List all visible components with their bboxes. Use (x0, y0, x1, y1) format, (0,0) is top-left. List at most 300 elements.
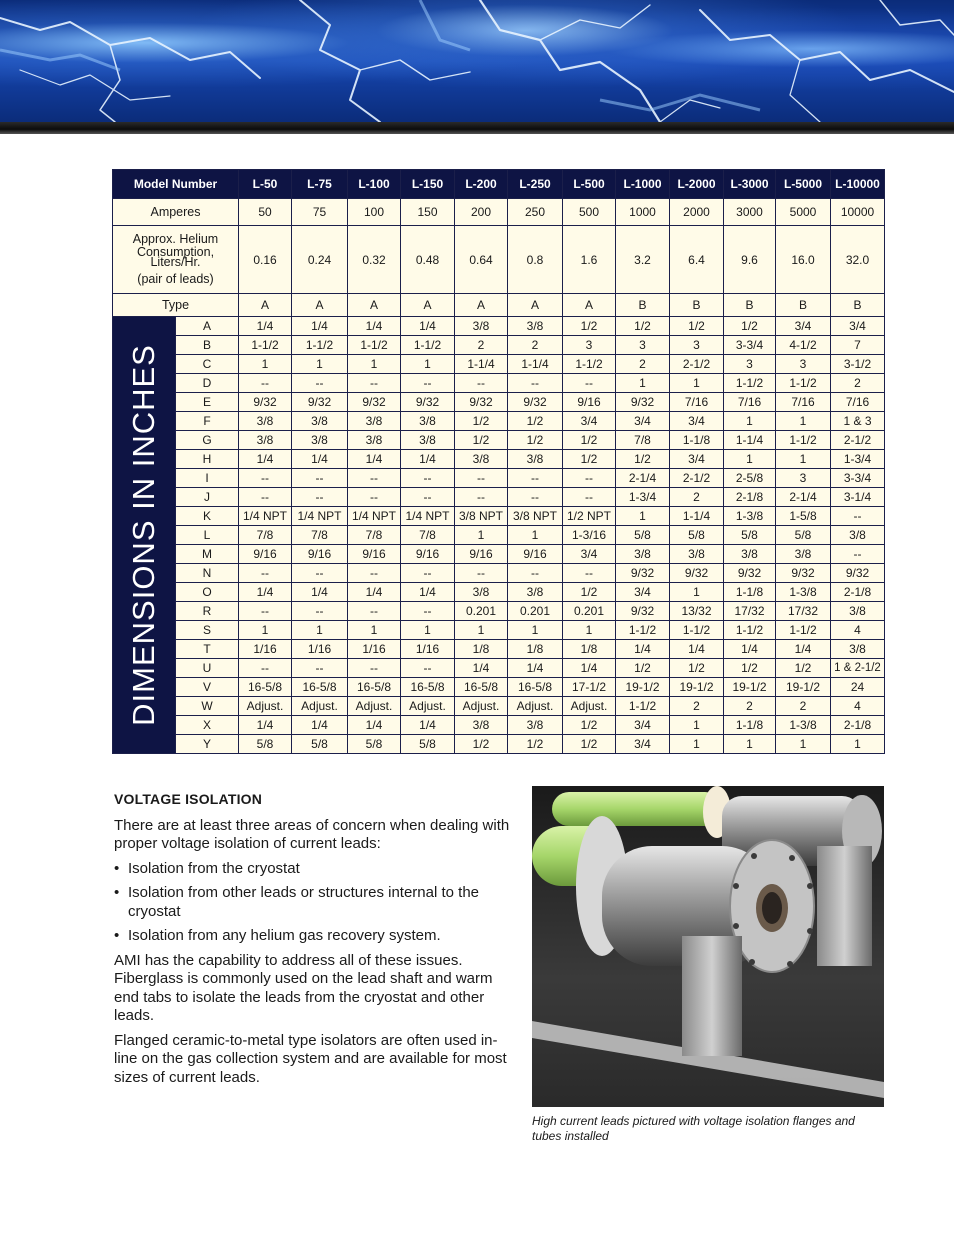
dimension-value: 1-1/8 (724, 716, 776, 735)
dimension-value: 3 (724, 355, 776, 374)
dimension-row (113, 469, 885, 488)
dimension-value: 1-1/2 (616, 621, 670, 640)
dimension-value: 1/8 (455, 640, 508, 659)
dimension-value: 3/4 (776, 317, 831, 336)
dimension-value: -- (563, 469, 616, 488)
dimension-value: -- (348, 469, 401, 488)
dimension-value: -- (292, 659, 348, 678)
dimension-letter: W (176, 697, 239, 716)
dimension-value: 2 (508, 336, 563, 355)
dimension-value: 16-5/8 (348, 678, 401, 697)
dimension-value: 16-5/8 (239, 678, 292, 697)
dimension-value: -- (401, 602, 455, 621)
dimension-value: 1/4 (292, 583, 348, 602)
dimension-value: 1 (508, 526, 563, 545)
dimension-value: 16-5/8 (455, 678, 508, 697)
dimension-value: 3/8 (455, 450, 508, 469)
dimension-value: 1/2 (563, 317, 616, 336)
dimension-value: 1/4 (724, 640, 776, 659)
dimension-value: 1/2 (563, 431, 616, 450)
dimension-letter: G (176, 431, 239, 450)
amperes-cell: 75 (292, 199, 348, 226)
dimension-value: 1-1/2 (724, 621, 776, 640)
dimension-value: 9/32 (292, 393, 348, 412)
dimension-value: 9/16 (401, 545, 455, 564)
dimension-value: 9/32 (348, 393, 401, 412)
dimension-value: Adjust. (348, 697, 401, 716)
dimension-value: -- (455, 488, 508, 507)
dimension-value: 1/4 (239, 317, 292, 336)
dimension-value: 1-1/8 (724, 583, 776, 602)
model-header-cell: L-150 (401, 170, 455, 199)
type-label: Type (113, 294, 239, 317)
dimension-value: 3/8 (831, 602, 885, 621)
dimension-value: 16-5/8 (508, 678, 563, 697)
dimension-value: -- (455, 564, 508, 583)
dimension-value: 1 (401, 621, 455, 640)
voltage-isolation-section (114, 790, 514, 1093)
dimension-value: 1 (616, 374, 670, 393)
helium-consumption-cell: 0.16 (239, 226, 292, 294)
dimension-value: 1/2 (455, 412, 508, 431)
dimension-value: 3/8 (508, 583, 563, 602)
dimension-value: 1/8 (508, 640, 563, 659)
dimension-value: 1-3/8 (776, 583, 831, 602)
dimension-value: 1/2 (616, 659, 670, 678)
dimension-value: 2 (831, 374, 885, 393)
dimension-value: 1/4 (239, 716, 292, 735)
dimensions-side-label-text: DIMENSIONS IN INCHES (126, 344, 161, 726)
bullet-icon: • (114, 927, 120, 944)
dimension-value: 1-1/2 (616, 697, 670, 716)
dimension-value: 17/32 (724, 602, 776, 621)
voltage-isolation-intro: There are at least three areas of concern when dealing with proper voltage isolation of current leads: (114, 816, 510, 852)
bullet-text: Isolation from the cryostat (128, 859, 300, 877)
dimension-row (113, 735, 885, 754)
dimension-value: 2 (455, 336, 508, 355)
helium-consumption-cell: 0.32 (348, 226, 401, 294)
dimension-value: 1/2 (616, 450, 670, 469)
photo-caption: High current leads pictured with voltage isolation flanges and tubes installed (532, 1114, 855, 1143)
dimension-row (113, 659, 885, 678)
dimension-value: Adjust. (563, 697, 616, 716)
dimension-value: 1/16 (292, 640, 348, 659)
dimension-value: 1/2 (724, 317, 776, 336)
dimension-letter: S (176, 621, 239, 640)
dimension-value: Adjust. (239, 697, 292, 716)
dimension-value: 2 (670, 697, 724, 716)
type-cell: B (776, 294, 831, 317)
dimension-value: 1/2 (776, 659, 831, 678)
dimension-value: 3/4 (616, 735, 670, 754)
dimension-value: Adjust. (508, 697, 563, 716)
dimension-row (113, 336, 885, 355)
dimension-value: -- (455, 469, 508, 488)
dimension-row (113, 412, 885, 431)
dimension-value: 1/2 (670, 659, 724, 678)
dimension-value: 1 (563, 621, 616, 640)
dimension-value: 1 & 3 (831, 412, 885, 431)
dimension-value: 9/32 (455, 393, 508, 412)
dimension-value: -- (401, 469, 455, 488)
dimension-value: 1-1/2 (239, 336, 292, 355)
dimension-value: 1/4 (508, 659, 563, 678)
dimension-value: 3/8 (455, 317, 508, 336)
dimension-value: 3/8 (616, 545, 670, 564)
dimension-value: 3/8 (508, 317, 563, 336)
dimension-row (113, 374, 885, 393)
dimension-value: 7/8 (401, 526, 455, 545)
dimension-value: 9/32 (239, 393, 292, 412)
dimension-value: -- (292, 564, 348, 583)
dimension-value: 16-5/8 (292, 678, 348, 697)
dimension-value: 3 (616, 336, 670, 355)
dimension-value: 3/8 (455, 716, 508, 735)
model-number-label: Model Number (113, 170, 239, 199)
dimension-value: 3/8 NPT (508, 507, 563, 526)
dimension-value: 1 (348, 621, 401, 640)
dimension-value: 3 (776, 469, 831, 488)
dimension-value: 1 (776, 735, 831, 754)
dimension-value: -- (292, 374, 348, 393)
dimension-value: 1-3/8 (724, 507, 776, 526)
dimension-value: 2 (776, 697, 831, 716)
type-cell: B (724, 294, 776, 317)
helium-consumption-label (113, 226, 239, 294)
helium-label-line: (pair of leads) (137, 272, 214, 286)
dimension-value: 1 (724, 412, 776, 431)
dimension-row (113, 640, 885, 659)
amperes-cell: 100 (348, 199, 401, 226)
dimension-value: 3/8 (455, 583, 508, 602)
dimension-value: 9/32 (670, 564, 724, 583)
amperes-label: Amperes (113, 199, 239, 226)
dimension-row (113, 488, 885, 507)
dimension-value: 1 (776, 412, 831, 431)
dimension-value: 1/4 (563, 659, 616, 678)
dimension-value: 1/16 (239, 640, 292, 659)
dimension-value: 3/8 (348, 412, 401, 431)
dimension-value: 3/8 (508, 716, 563, 735)
amperes-cell: 150 (401, 199, 455, 226)
dimension-value: 16-5/8 (401, 678, 455, 697)
dimension-value: Adjust. (401, 697, 455, 716)
dimension-value: 1-3/16 (563, 526, 616, 545)
dimension-value: 2-1/2 (670, 355, 724, 374)
dimension-value: 9/32 (616, 393, 670, 412)
dimension-value: 2-5/8 (724, 469, 776, 488)
type-cell: A (292, 294, 348, 317)
dimension-value: -- (239, 469, 292, 488)
dimension-value: -- (292, 469, 348, 488)
dimension-value: 3 (670, 336, 724, 355)
dimension-value: 3/8 NPT (455, 507, 508, 526)
dimension-value: 1/2 NPT (563, 507, 616, 526)
dimension-letter: X (176, 716, 239, 735)
voltage-isolation-heading: VOLTAGE ISOLATION (114, 791, 263, 807)
dimension-value: 1/2 (563, 450, 616, 469)
dimension-value: 1/4 (401, 716, 455, 735)
dimension-value: 1/4 NPT (292, 507, 348, 526)
dimensions-side-label (113, 317, 176, 754)
dimension-value: 5/8 (239, 735, 292, 754)
dimension-value: 3-3/4 (831, 469, 885, 488)
dimension-value: 9/16 (508, 545, 563, 564)
dimension-value: 9/16 (292, 545, 348, 564)
amperes-row (113, 199, 885, 226)
model-header-cell: L-5000 (776, 170, 831, 199)
dimension-letter: K (176, 507, 239, 526)
dimension-value: 0.201 (455, 602, 508, 621)
dimension-value: 3-3/4 (724, 336, 776, 355)
current-leads-illustration (532, 786, 884, 1107)
dimension-value: 5/8 (348, 735, 401, 754)
model-header-cell: L-500 (563, 170, 616, 199)
dimension-value: 3/8 (401, 431, 455, 450)
dimension-value: 1 (292, 621, 348, 640)
specification-table (112, 169, 885, 754)
bullet-text: Isolation from other leads or structures internal to the cryostat (128, 884, 480, 920)
dimension-value: 9/32 (776, 564, 831, 583)
dimension-value: 1/8 (563, 640, 616, 659)
dimension-row (113, 450, 885, 469)
dimension-value: 24 (831, 678, 885, 697)
dimension-value: 3/8 (401, 412, 455, 431)
dimension-value: 4 (831, 621, 885, 640)
amperes-cell: 1000 (616, 199, 670, 226)
helium-label-line: Consumption, (136, 245, 215, 259)
dimension-value: 9/32 (831, 564, 885, 583)
dimension-row (113, 716, 885, 735)
dimension-value: 13/32 (670, 602, 724, 621)
dimension-value: -- (508, 488, 563, 507)
dimension-value: -- (563, 374, 616, 393)
isolation-bullet-list (114, 860, 514, 946)
dimension-value: 1 (670, 716, 724, 735)
bullet-item (114, 927, 514, 946)
dimension-value: 7/16 (831, 393, 885, 412)
dimension-value: 2-1/4 (616, 469, 670, 488)
dimension-value: 1-1/4 (724, 431, 776, 450)
dimension-value: 5/8 (292, 735, 348, 754)
dimension-letter: L (176, 526, 239, 545)
dimension-value: 5/8 (776, 526, 831, 545)
dimension-letter: V (176, 678, 239, 697)
dimension-value: 17/32 (776, 602, 831, 621)
model-header-cell: L-250 (508, 170, 563, 199)
type-cell: B (831, 294, 885, 317)
dimension-value: 19-1/2 (670, 678, 724, 697)
dimension-letter: J (176, 488, 239, 507)
dimension-letter: A (176, 317, 239, 336)
dimension-row (113, 355, 885, 374)
dimension-value: 7/16 (670, 393, 724, 412)
dimension-value: 1/4 (292, 317, 348, 336)
dimension-value: 2-1/2 (670, 469, 724, 488)
banner-divider (0, 122, 954, 134)
dimension-row (113, 317, 885, 336)
amperes-cell: 2000 (670, 199, 724, 226)
dimension-value: 1/4 (348, 317, 401, 336)
helium-consumption-cell: 0.8 (508, 226, 563, 294)
dimension-letter: H (176, 450, 239, 469)
dimension-value: 3/8 (670, 545, 724, 564)
dimension-value: 1/2 (508, 735, 563, 754)
dimension-value: 5/8 (670, 526, 724, 545)
dimension-value: 1/2 (563, 583, 616, 602)
dimension-value: 3/4 (563, 412, 616, 431)
dimension-value: 1/4 (776, 640, 831, 659)
dimension-value: 9/16 (239, 545, 292, 564)
dimension-value: 2-1/8 (724, 488, 776, 507)
dimension-value: 1 (292, 355, 348, 374)
helium-consumption-cell: 0.64 (455, 226, 508, 294)
amperes-cell: 50 (239, 199, 292, 226)
dimension-value: 1 (670, 374, 724, 393)
dimension-value: 2-1/2 (831, 431, 885, 450)
dimension-value: 7/8 (348, 526, 401, 545)
dimension-value: 1-1/2 (401, 336, 455, 355)
dimension-value: 1 (670, 583, 724, 602)
dimension-value: 3/8 (724, 545, 776, 564)
dimension-value: 3/8 (831, 640, 885, 659)
dimension-value: 3/8 (239, 412, 292, 431)
dimension-value: 9/32 (401, 393, 455, 412)
dimension-value: 2 (670, 488, 724, 507)
dimension-value: -- (348, 602, 401, 621)
dimension-value: -- (348, 488, 401, 507)
type-cell: A (563, 294, 616, 317)
dimension-value: 1/4 (348, 716, 401, 735)
dimension-value: 2-1/4 (776, 488, 831, 507)
bullet-item (114, 884, 514, 921)
helium-consumption-cell: 32.0 (831, 226, 885, 294)
dimension-row (113, 393, 885, 412)
dimension-value: 3/8 (348, 431, 401, 450)
dimension-value: 1/2 (724, 659, 776, 678)
model-header-cell: L-200 (455, 170, 508, 199)
type-cell: A (455, 294, 508, 317)
dimension-value: 1/4 (455, 659, 508, 678)
dimension-value: 0.201 (508, 602, 563, 621)
dimension-value: 3-1/4 (831, 488, 885, 507)
dimension-value: 1-1/2 (776, 374, 831, 393)
dimension-value: 1/4 NPT (348, 507, 401, 526)
dimension-value: 3 (776, 355, 831, 374)
dimension-row (113, 564, 885, 583)
dimension-value: 2 (724, 697, 776, 716)
dimension-row (113, 602, 885, 621)
helium-label-line: Liters/Hr. (150, 255, 201, 269)
dimension-value: 1/2 (563, 735, 616, 754)
dimension-value: 1-1/2 (292, 336, 348, 355)
dimension-letter: C (176, 355, 239, 374)
lightning-decoration (0, 0, 954, 122)
dimension-value: 19-1/2 (724, 678, 776, 697)
dimension-letter: U (176, 659, 239, 678)
dimension-value: 1-1/4 (455, 355, 508, 374)
dimension-value: 1 (348, 355, 401, 374)
type-cell: B (616, 294, 670, 317)
type-cell: A (239, 294, 292, 317)
dimension-value: -- (563, 564, 616, 583)
dimension-value: 5/8 (724, 526, 776, 545)
dimension-value: -- (292, 488, 348, 507)
dimension-letter: F (176, 412, 239, 431)
voltage-isolation-paragraph: Flanged ceramic-to-metal type isolators are often used in-line on the gas collection system and are available for most sizes of current leads. (114, 1031, 507, 1086)
dimension-value: 1/4 NPT (239, 507, 292, 526)
dimension-value: 1 (724, 735, 776, 754)
dimension-value: 5/8 (616, 526, 670, 545)
dimension-value: -- (455, 374, 508, 393)
dimension-value: -- (401, 488, 455, 507)
dimension-value: 1-3/8 (776, 716, 831, 735)
type-cell: A (508, 294, 563, 317)
dimension-value: -- (401, 374, 455, 393)
dimension-value: 1/2 (670, 317, 724, 336)
dimension-value: 1/4 (239, 583, 292, 602)
type-cell: A (348, 294, 401, 317)
dimension-value: 7/8 (292, 526, 348, 545)
dimension-value: 1/4 (401, 583, 455, 602)
dimension-letter: D (176, 374, 239, 393)
model-header-cell: L-75 (292, 170, 348, 199)
dimension-value: 3/8 (776, 545, 831, 564)
model-number-row (113, 170, 885, 199)
model-header-cell: L-10000 (831, 170, 885, 199)
bullet-icon: • (114, 884, 120, 901)
dimension-value: 1/2 (616, 317, 670, 336)
dimension-value: -- (401, 659, 455, 678)
dimension-value: 7/8 (239, 526, 292, 545)
dimension-value: 3 (563, 336, 616, 355)
dimension-value: 9/16 (563, 393, 616, 412)
dimension-value: 3/4 (563, 545, 616, 564)
dimension-value: 3/8 (292, 412, 348, 431)
dimension-row (113, 621, 885, 640)
dimension-value: 3/8 (831, 526, 885, 545)
dimension-value: 1-1/2 (724, 374, 776, 393)
dimension-value: 1/2 (508, 412, 563, 431)
dimension-value: 1/4 (401, 317, 455, 336)
dimension-value: 3/4 (616, 716, 670, 735)
dimension-value: 1-5/8 (776, 507, 831, 526)
helium-consumption-cell: 9.6 (724, 226, 776, 294)
dimension-letter: E (176, 393, 239, 412)
dimension-value: 3/4 (616, 583, 670, 602)
dimension-value: -- (239, 659, 292, 678)
dimension-row (113, 545, 885, 564)
dimension-row (113, 697, 885, 716)
model-header-cell: L-1000 (616, 170, 670, 199)
dimension-value: 1-1/2 (348, 336, 401, 355)
dimension-value: 9/32 (724, 564, 776, 583)
bullet-item (114, 860, 514, 879)
dimension-value: -- (508, 374, 563, 393)
dimension-letter: B (176, 336, 239, 355)
dimension-value: -- (239, 488, 292, 507)
dimension-value: 1-3/4 (831, 450, 885, 469)
dimension-letter: O (176, 583, 239, 602)
dimension-value: 1 (724, 450, 776, 469)
amperes-cell: 3000 (724, 199, 776, 226)
dimension-value: 1/16 (348, 640, 401, 659)
dimension-value: 1 (670, 735, 724, 754)
dimension-value: -- (239, 374, 292, 393)
dimension-value: 7/8 (616, 431, 670, 450)
dimension-value: 2-1/8 (831, 716, 885, 735)
dimension-row (113, 583, 885, 602)
